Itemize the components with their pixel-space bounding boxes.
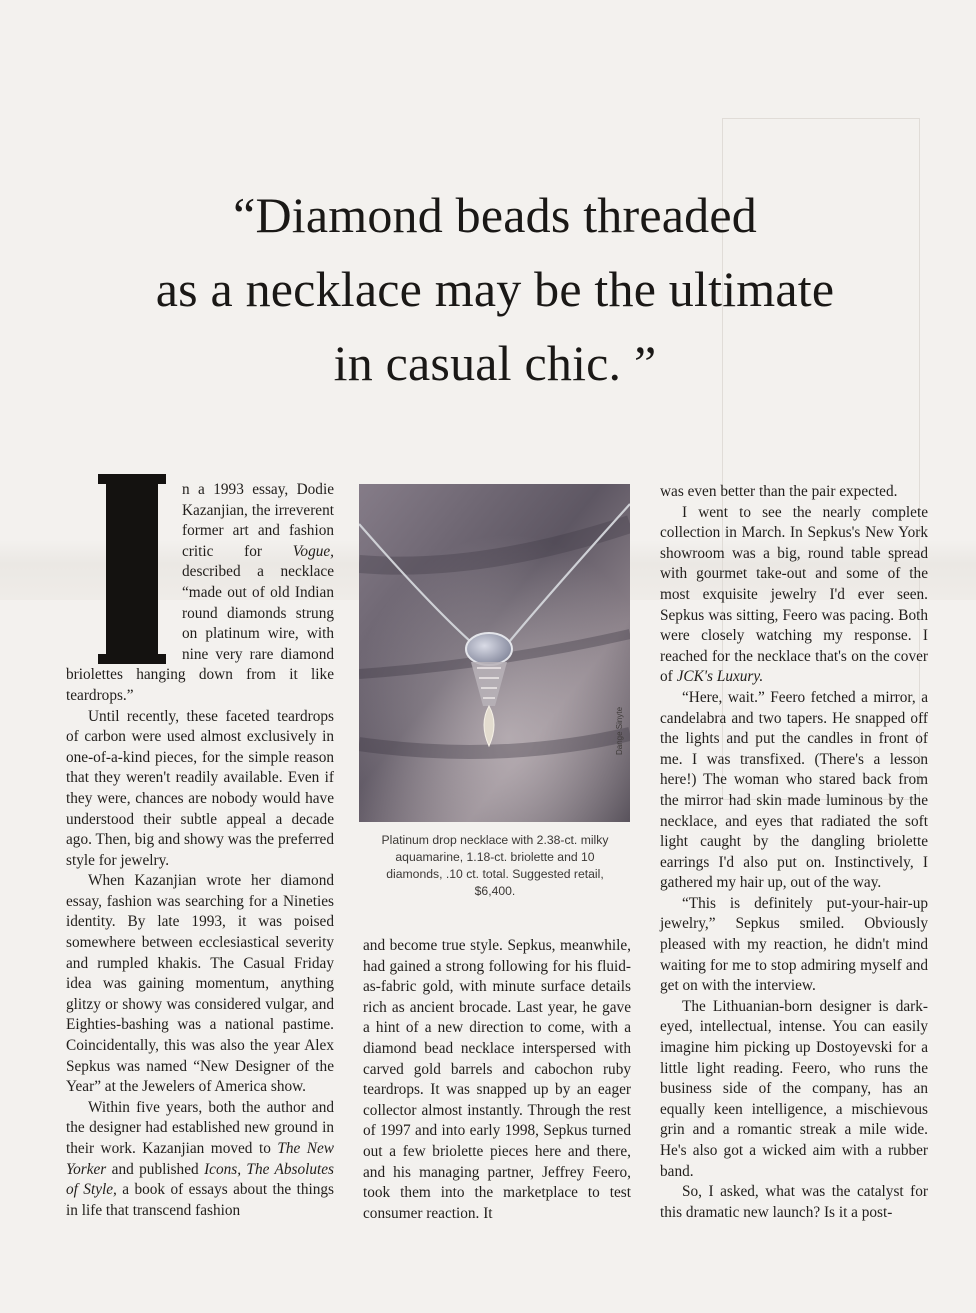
photo-credit: Dange Sinyte: [615, 706, 624, 755]
p4-text-end: a book of essays about the things in life that transcend fashion: [66, 1181, 334, 1219]
paragraph-4: [66, 1098, 334, 1222]
pull-quote-line-1: “Diamond beads threaded: [233, 187, 757, 243]
paragraph-6: was even better than the pair expected.: [660, 483, 898, 500]
pull-quote: [90, 178, 900, 400]
new-yorker-italic: The New Yorker: [66, 1140, 335, 1178]
photo-caption: Platinum drop necklace with 2.38-ct. milky aquamarine, 1.18-ct. briolette and 10 diamonds, .10 ct. total. Suggested retail, $6,400.: [381, 833, 609, 898]
paragraph-8: “Here, wait.” Feero fetched a mirror, a candelabra and two tapers. He snapped off the lights and put the candles in front of me. I was transfixed. (There's a lesson here!) The woman who stared back from the mirror had skin made luminous by the necklace, and eyes that radiated the soft light caught by the dangling briolette earrings I'd also put on. Instinctively, I gathered my hair up, out of the way.: [660, 688, 928, 892]
drop-cap-stem: [106, 474, 158, 664]
paragraph-5: and become true style. Sepkus, meanwhile, had gained a strong following for his fluid-as-fabric gold, with minute surface details rich as ancient brocade. Last year, he gave a hint of a new direction to come, with a diamond bead necklace interspersed with carved gold barrels and cabochon ruby teardrops. It was snapped up by an eager collector almost instantly. Through the rest of 1997 and into early 1998, Sepkus turned out a few briolette pieces here and there, and his managing partner, Jeffrey Feero, took them into the marketplace to test consumer reaction. It: [363, 937, 631, 1222]
paragraph-2: Until recently, these faceted teardrops of carbon were used almost exclusively in one-of-a-kind pieces, for the simple reason that they weren't readily available. Even if they were, chances are nobody would have understood their subtle appeal a decade ago. Then, big and showy was the preferred style for jewelry.: [66, 707, 334, 869]
paragraph-7: [660, 503, 928, 688]
necklace-photo: [359, 484, 630, 822]
necklace-illustration: [359, 484, 630, 822]
p1-text: n a 1993 essay, Dodie Kazanjian, the irreverent former art and fashion critic for: [182, 481, 334, 560]
jcks-luxury-italic: JCK's Luxury.: [676, 668, 764, 686]
vogue-italic: Vogue,: [292, 542, 334, 560]
paragraph-9: “This is definitely put-your-hair-up jewelry,” Sepkus smiled. Obviously pleased with my reaction, he didn't mind waiting for me to stop admiring myself and get on with the interview.: [660, 894, 928, 995]
paragraph-3: When Kazanjian wrote her diamond essay, fashion was searching for a Nineties identity. By late 1993, it was poised somewhere between ecclesiastical severity and rumpled khakis. The Casual Friday idea was gaining momentum, anything glitzy or showy was considered vulgar, and Eighties-bashing was a national pastime. Coincidentally, this was also the year Alex Sepkus was named “New Designer of the Year” at the Jewelers of America show.: [66, 872, 334, 1096]
icons-italic: Icons, The Absolutes of Style,: [66, 1160, 334, 1199]
pull-quote-line-3: in casual chic. ”: [333, 335, 657, 391]
p4-text-mid: and published: [106, 1160, 205, 1178]
p7-text: I went to see the nearly complete collection in March. In Sepkus's New York showroom was a big, round table spread with gourmet take-out and some of the most exquisite jewelry I'd ever seen. Sepkus was sitting, Feero was pacing. Both were closely watching my response. I reached for the necklace that's on the cover of: [660, 503, 928, 686]
p1-text-end: described a necklace “made out of old Indian round diamonds strung on platinum wire, with nine very rare diamond briolettes hanging down from it like teardrops.”: [66, 563, 334, 704]
article-column-3: [660, 482, 928, 1223]
drop-cap-serif-bottom: [98, 654, 166, 664]
paragraph-11: So, I asked, what was the catalyst for this dramatic new launch? Is it a post-: [660, 1183, 928, 1221]
paragraph-10: The Lithuanian-born designer is dark-eyed, intellectual, intense. You can easily imagine him picking up Dostoyevski for a little light reading. Feero, who runs the business side of the company, has an equally keen intelligence, a mischievous grin and a romantic streak a mile wide. He's also got a wicked aim with a rubber band.: [660, 997, 928, 1180]
drop-cap-i: [106, 474, 158, 652]
article-column-1: [66, 480, 334, 1221]
article-column-2: [363, 936, 631, 1224]
p4-text: Within five years, both the author and the designer had established new ground in their work. Kazanjian moved to: [66, 1098, 334, 1157]
pull-quote-line-2: as a necklace may be the ultimate: [155, 261, 835, 317]
